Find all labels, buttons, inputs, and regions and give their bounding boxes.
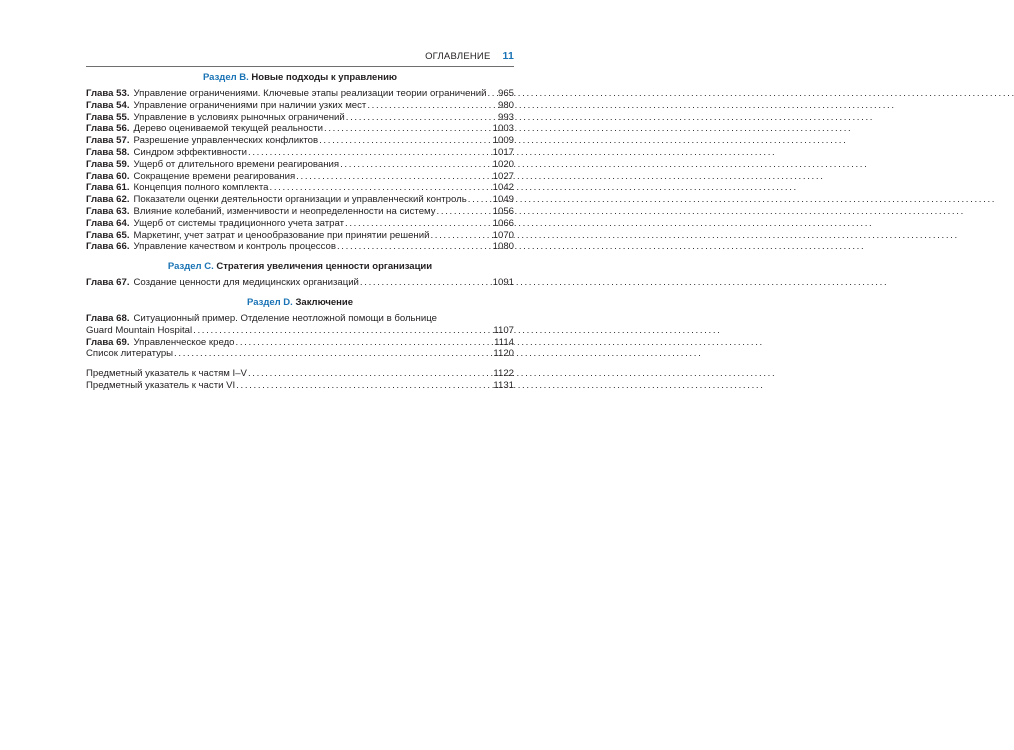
entry-title: Управление качеством и контроль процессов [133,241,336,253]
toc-entry[interactable] [86,277,514,289]
chapter-label: Глава 62. [86,194,130,206]
page-ref: 1009 [492,135,514,147]
section-b [86,72,514,253]
entry-title: Управление ограничениями при наличии узких мест [133,99,367,111]
dot-leader [248,368,492,380]
entry-title: Концепция полного комплекта [133,182,269,194]
toc-entry[interactable] [86,171,514,183]
page-number: 11 [502,50,514,62]
page-ref: 1114 [494,336,514,348]
page-ref: 1042 [492,182,514,194]
dot-leader [324,123,492,135]
entry-title: Создание ценности для медицинских организаций [133,277,359,289]
toc-entry[interactable] [86,88,514,100]
page-ref: 1080 [492,241,514,253]
toc-list [86,277,514,289]
page-ref: 980 [497,99,514,111]
chapter-label: Глава 61. [86,182,130,194]
dot-leader [346,112,497,124]
index-entry[interactable] [86,380,514,392]
section-prefix: Раздел B. [202,72,249,83]
entry-title: Дерево оцениваемой текущей реальности [133,123,323,135]
chapter-label: Глава 60. [86,170,130,182]
page-ref: 1107 [493,324,514,336]
chapter-label: Глава 55. [86,111,130,123]
toc-list [86,88,514,253]
dot-leader [367,100,497,112]
entry-title: Разрешение управленческих конфликтов [133,135,319,147]
entry-title: Маркетинг, учет затрат и ценообразование при принятии решений [133,229,430,241]
dot-leader [468,194,492,206]
dot-leader [296,171,492,183]
chapter-label: Глава 65. [86,229,130,241]
dot-leader [345,218,492,230]
entry-title: Управление ограничениями. Ключевые этапы реализации теории ограничений [133,88,487,99]
chapter-label: Глава 64. [86,217,130,229]
entry-title: Управленческое кредо [133,336,235,348]
toc-content [86,72,514,392]
chapter-label: Глава 54. [86,99,130,111]
entry-title: Ущерб от системы традиционного учета затрат [133,217,344,229]
chapter-label: Глава 67. [86,277,130,289]
dot-leader [360,277,492,289]
chapter-label: Глава 53. [86,88,130,99]
page-ref: 1049 [492,194,514,206]
page-ref: 1020 [492,158,514,170]
dot-leader [337,241,492,253]
toc-entry[interactable] [86,325,514,337]
page-ref: 1056 [492,205,514,217]
dot-leader [340,159,492,171]
page-ref: 1070 [492,229,514,241]
dot-leader [319,135,492,147]
dot-leader [430,230,491,242]
section-heading [86,72,514,84]
index-entry[interactable] [86,368,514,380]
section-name: Новые подходы к управлению [251,72,398,83]
page-ref: 1122 [493,368,514,380]
running-head-title: ОГЛАВЛЕНИЕ [425,51,491,62]
toc-entry[interactable] [86,241,514,253]
chapter-label: Глава 66. [86,241,130,253]
header-rule [86,66,514,67]
entry-title: Синдром эффективности [133,146,247,158]
chapter-label: Глава 69. [86,336,130,348]
dot-leader [487,88,497,100]
section-heading [86,297,514,309]
chapter-label: Глава 58. [86,146,130,158]
toc-entry[interactable] [86,348,514,360]
toc-entry[interactable] [86,123,514,135]
toc-entry[interactable] [86,100,514,112]
section-d [86,297,514,360]
toc-entry[interactable] [86,337,514,349]
entry-title: Управление в условиях рыночных ограничений [133,111,345,123]
page-ref: 1120 [493,348,514,360]
page-ref: 965 [497,88,514,99]
section-prefix: Раздел D. [246,296,293,308]
entry-title: Список литературы [86,348,174,360]
toc-entry[interactable] [86,135,514,147]
toc-entry-first-line[interactable] [86,313,514,325]
page-ref: 1017 [492,146,514,158]
entry-title: Показатели оценки деятельности организации и управленческий контроль [133,194,467,206]
page-ref: 1131 [493,379,514,391]
running-head [86,50,514,66]
dot-leader [248,147,492,159]
entry-title: Предметный указатель к части VI [86,379,236,391]
toc-entry[interactable] [86,230,514,242]
chapter-label: Глава 57. [86,135,130,147]
entry-title: Guard Mountain Hospital [86,324,193,336]
chapter-label: Глава 63. [86,205,130,217]
toc-entry[interactable] [86,112,514,124]
entry-title: Ущерб от длительного времени реагирования [133,158,340,170]
section-c [86,261,514,289]
section-prefix: Раздел C. [167,261,214,273]
page-ref: 1003 [492,123,514,135]
entry-title: Предметный указатель к частям I–V [86,368,247,380]
entry-title: Ситуационный пример. Отделение неотложной помощи в больнице [133,312,437,324]
toc-entry[interactable] [86,182,514,194]
dot-leader [236,380,492,392]
section-heading [86,261,514,273]
page-ref: 1091 [492,277,514,289]
page-ref: 1066 [492,217,514,229]
chapter-label: Глава 68. [86,312,130,324]
toc-entry[interactable] [86,159,514,171]
page-ref: 1027 [492,170,514,182]
chapter-label: Глава 56. [86,123,130,135]
chapter-label: Глава 59. [86,158,130,170]
dot-leader [270,182,492,194]
index-list [86,368,514,392]
section-name: Заключение [295,296,354,308]
toc-list [86,313,514,360]
toc-entry[interactable] [86,206,514,218]
dot-leader [437,206,492,218]
entry-title: Сокращение времени реагирования [133,170,296,182]
dot-leader [193,325,492,337]
dot-leader [174,348,492,360]
toc-entry[interactable] [86,218,514,230]
entry-title: Влияние колебаний, изменчивости и неопределенности на систему [133,205,436,217]
dot-leader [236,337,494,349]
toc-entry[interactable] [86,194,514,206]
page-ref: 993 [497,111,514,123]
section-name: Стратегия увеличения ценности организации [216,261,433,273]
toc-entry[interactable] [86,147,514,159]
